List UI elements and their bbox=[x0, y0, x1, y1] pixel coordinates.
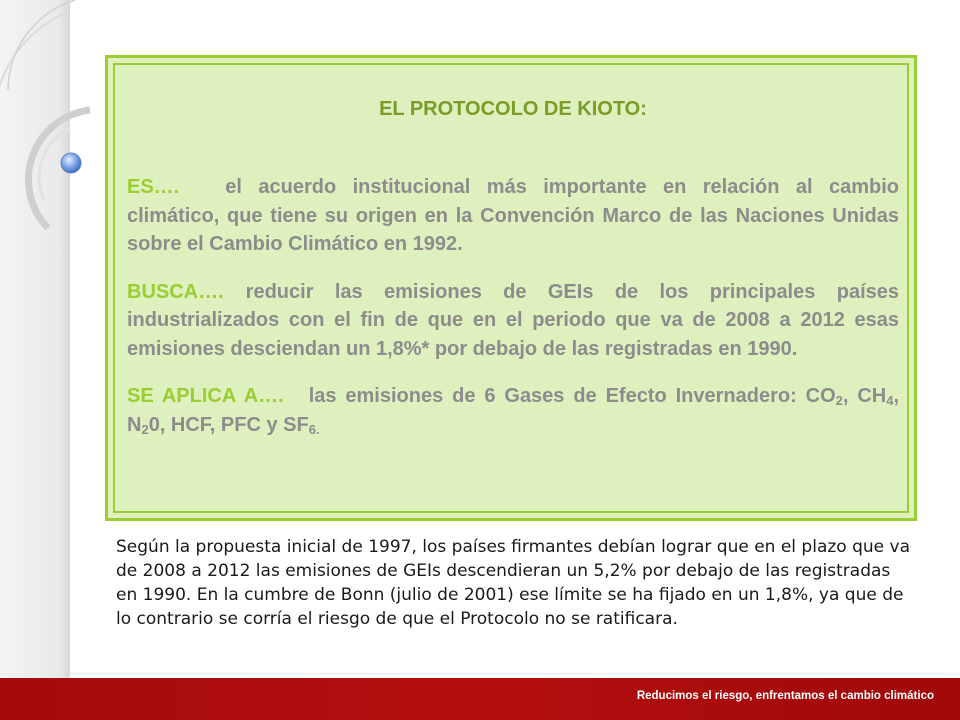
gas-sep1: , CH bbox=[842, 385, 887, 407]
lead-es: ES…. bbox=[127, 176, 180, 198]
text-busca: reducir las emisiones de GEIs de los principales países industrializados con el fin de que en el periodo que va de 2008 a 2012 esas emisiones desciendan un 1,8%* por debajo de las registradas en 1990. bbox=[127, 280, 899, 360]
kyoto-protocol-box bbox=[105, 55, 917, 521]
footer-bar bbox=[0, 678, 960, 720]
blue-dot-icon bbox=[61, 153, 81, 173]
footer-slogan: Reducimos el riesgo, enfrentamos el cambio climático bbox=[636, 690, 934, 702]
gas-ch-sub: 4 bbox=[886, 393, 894, 408]
gas-co: CO bbox=[805, 385, 836, 407]
thick-arc bbox=[28, 110, 90, 228]
gas-n-sub: 2 bbox=[141, 421, 149, 437]
paragraph-es bbox=[127, 173, 899, 259]
text-es: el acuerdo institucional más importante en relación al cambio climático, que tiene su origen en la Convención Marco de las Naciones Unidas sobre el Cambio Climático en 1992. bbox=[127, 176, 899, 255]
paragraph-busca bbox=[127, 278, 899, 364]
paragraph-aplica bbox=[127, 382, 899, 439]
footnote-text: Según la propuesta inicial de 1997, los países firmantes debían lograr que en el plazo que va de 2008 a 2012 las emisiones de GEIs descendieran un 5,2% por debajo de las registradas en 1990. En la cumbre de Bonn (julio de 2001) ese límite se ha fijado en un 1,8%, ya que de lo contrario se corría el riesgo de que el Protocolo no se ratificara. bbox=[116, 537, 910, 629]
text-aplica: las emisiones de 6 Gases de Efecto Invernadero: bbox=[308, 385, 797, 407]
gas-rest: 0, HCF, PFC y SF bbox=[148, 413, 309, 436]
lead-busca: BUSCA…. bbox=[127, 280, 224, 303]
gas-sf-sub: 6. bbox=[308, 421, 320, 437]
gas-sep2: , N bbox=[127, 385, 900, 436]
box-title: EL PROTOCOLO DE KIOTO: bbox=[379, 98, 647, 120]
gas-co-sub: 2 bbox=[835, 393, 843, 408]
footnote bbox=[116, 535, 916, 631]
lead-aplica: SE APLICA A…. bbox=[127, 385, 284, 407]
box-content bbox=[127, 98, 899, 458]
